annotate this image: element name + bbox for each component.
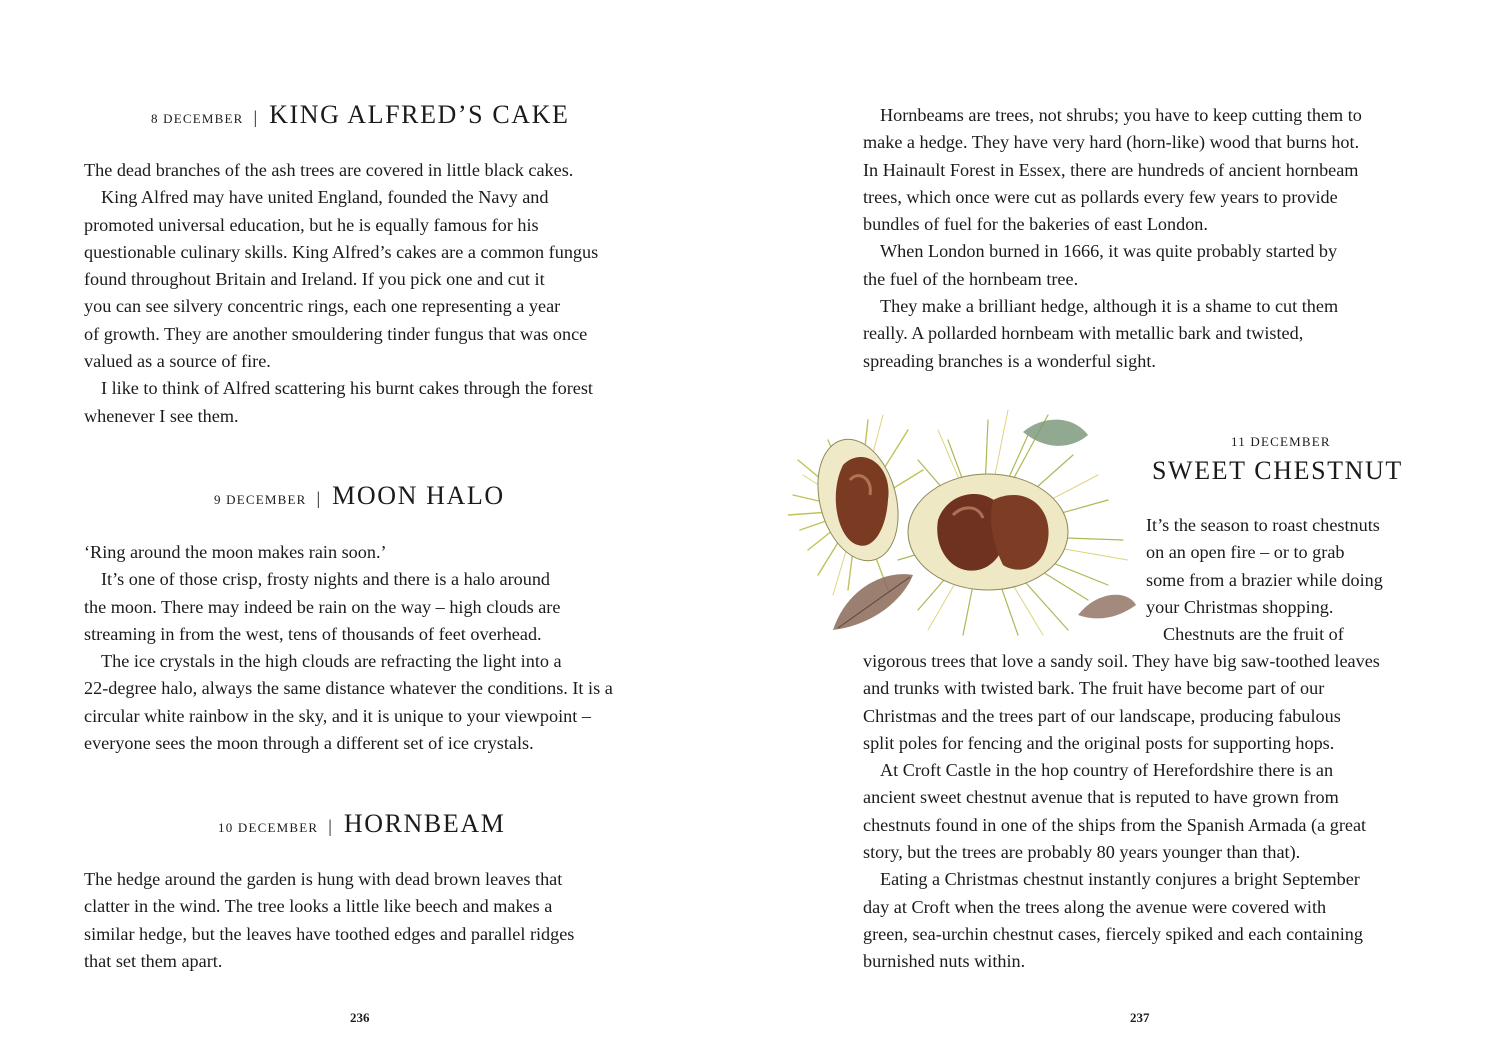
text-line: spreading branches is a wonderful sight. (863, 350, 1156, 371)
text-line: everyone sees the moon through a different set of ice crystals. (84, 733, 534, 754)
text-line: At Croft Castle in the hop country of Herefordshire there is an (880, 760, 1334, 781)
entry-date: 8 DECEMBER (151, 111, 244, 126)
hornbeam-continued-body (863, 102, 1362, 375)
entry-date: 10 DECEMBER (218, 820, 319, 835)
entry-date: 11 DECEMBER (1231, 434, 1331, 449)
text-line: the fuel of the hornbeam tree. (863, 268, 1079, 289)
entry-title: HORNBEAM (343, 809, 506, 838)
text-line: questionable culinary skills. King Alfred’s cakes are a common fungus (84, 241, 599, 262)
heading-divider: | (316, 488, 321, 508)
text-line: streaming in from the west, tens of thousands of feet overhead. (84, 623, 542, 644)
text-line: The ice crystals in the high clouds are refracting the light into a (101, 651, 562, 672)
text-line: Hornbeams are trees, not shrubs; you have to keep cutting them to (880, 105, 1362, 125)
text-line: King Alfred may have united England, founded the Navy and (101, 187, 549, 208)
text-line: the moon. There may indeed be rain on the way – high clouds are (84, 596, 561, 617)
text-line: and trunks with twisted bark. The fruit have become part of our (863, 678, 1325, 699)
heading-divider: | (253, 107, 258, 127)
entry-heading-hornbeam (218, 809, 505, 839)
dried-leaf (833, 574, 913, 630)
page-number: 237 (1130, 1010, 1150, 1025)
text-line: of growth. They are another smouldering tinder fungus that was once (84, 323, 588, 344)
entry-heading-moon-halo (214, 481, 505, 511)
text-line: Chestnuts are the fruit of (1163, 624, 1344, 645)
entry-title: MOON HALO (332, 481, 505, 510)
text-line: They make a brilliant hedge, although it is a shame to cut them (880, 296, 1339, 317)
entry-body-king-alfreds-cake (84, 157, 598, 430)
sweet-chestnut-wrap-text (1146, 512, 1383, 648)
text-line: bundles of fuel for the bakeries of east London. (863, 214, 1208, 235)
text-line: It’s one of those crisp, frosty nights and there is a halo around (101, 569, 551, 590)
text-line: your Christmas shopping. (1146, 596, 1334, 617)
text-line: split poles for fencing and the original posts for supporting hops. (863, 732, 1335, 753)
text-line: clatter in the wind. The tree looks a little like beech and makes a (84, 896, 553, 917)
heading-divider: | (328, 816, 332, 836)
entry-body-moon-halo (84, 539, 613, 757)
text-line: found throughout Britain and Ireland. If you pick one and cut it (84, 269, 545, 290)
entry-heading-king-alfreds-cake (151, 100, 570, 130)
entry-title: KING ALFRED’S CAKE (269, 100, 570, 129)
text-line: trees, which once were cut as pollards every few years to provide (863, 186, 1338, 207)
text-line: valued as a source of fire. (84, 351, 271, 372)
text-line: 22-degree halo, always the same distance whatever the conditions. It is a (84, 678, 613, 699)
text-line: The hedge around the garden is hung with dead brown leaves that (84, 869, 563, 889)
text-line: whenever I see them. (84, 405, 239, 426)
text-line: really. A pollarded hornbeam with metallic bark and twisted, (863, 323, 1304, 344)
text-line: similar hedge, but the leaves have toothed edges and parallel ridges (84, 923, 575, 944)
text-line: that set them apart. (84, 950, 223, 971)
chestnut-illustration (788, 400, 1138, 640)
sweet-chestnut-body (863, 648, 1380, 976)
page-number: 236 (350, 1010, 370, 1025)
text-line: ancient sweet chestnut avenue that is reputed to have grown from (863, 787, 1339, 808)
text-line: The dead branches of the ash trees are covered in little black cakes. (84, 160, 574, 180)
text-line: vigorous trees that love a sandy soil. They have big saw-toothed leaves (863, 651, 1380, 671)
text-line: you can see silvery concentric rings, each one representing a year (84, 296, 561, 317)
dried-leaf (1078, 595, 1136, 619)
text-line: When London burned in 1666, it was quite probably started by (880, 241, 1338, 262)
text-line: day at Croft when the trees along the avenue were covered with (863, 896, 1327, 917)
text-line: Christmas and the trees part of our landscape, producing fabulous (863, 705, 1341, 726)
text-line: on an open fire – or to grab (1146, 542, 1345, 563)
entry-body-hornbeam (84, 866, 574, 975)
text-line: chestnuts found in one of the ships from the Spanish Armada (a great (863, 814, 1367, 835)
entry-title: SWEET CHESTNUT (1152, 456, 1403, 485)
text-line: burnished nuts within. (863, 951, 1026, 972)
text-line: make a hedge. They have very hard (horn-like) wood that burns hot. (863, 132, 1360, 153)
text-line: It’s the season to roast chestnuts (1146, 515, 1380, 535)
text-line: some from a brazier while doing (1146, 569, 1383, 590)
text-line: I like to think of Alfred scattering his burnt cakes through the forest (101, 378, 593, 399)
text-line: promoted universal education, but he is equally famous for his (84, 214, 539, 235)
text-line: In Hainault Forest in Essex, there are hundreds of ancient hornbeam (863, 159, 1359, 180)
text-line: ‘Ring around the moon makes rain soon.’ (84, 542, 387, 562)
text-line: green, sea-urchin chestnut cases, fiercely spiked and each containing (863, 923, 1363, 944)
entry-date: 9 DECEMBER (214, 492, 307, 507)
text-line: circular white rainbow in the sky, and it is unique to your viewpoint – (84, 705, 591, 726)
text-line: story, but the trees are probably 80 years younger than that). (863, 842, 1301, 863)
text-line: Eating a Christmas chestnut instantly conjures a bright September (880, 869, 1360, 890)
